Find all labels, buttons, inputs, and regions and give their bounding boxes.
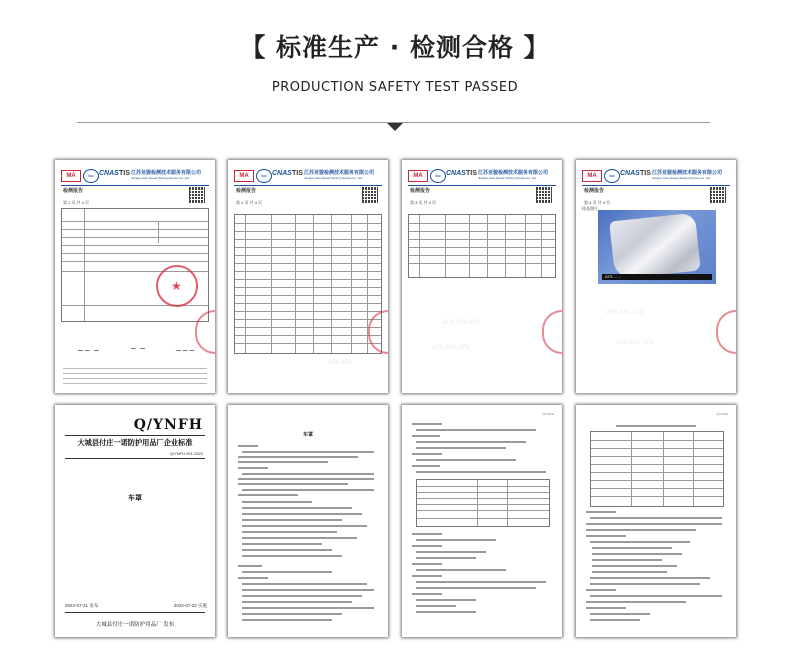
report-info-table <box>61 208 209 322</box>
lab-name: 江苏亚骏检测技术服务有限公司 <box>478 170 549 176</box>
report-label: 检测报告 <box>410 188 431 194</box>
ilac-logo: ilac <box>430 169 446 183</box>
page-label: 第 4 页 共 4 页 <box>584 200 611 205</box>
cma-logo: MA <box>408 170 428 182</box>
cma-logo: MA <box>582 170 602 182</box>
tis-logo: TIS <box>119 170 130 177</box>
report-page-3[interactable]: MA ilac CNAS TIS 江苏亚骏检测技术服务有限公司 Jiangsu Asia Speed Testing Service Co.,Ltd. 检测报告 第 3 页 共 4 页 ATS ATS ATS ATS ATS ATS <box>402 160 562 393</box>
test-results-table <box>234 214 382 354</box>
standard-cover[interactable] <box>55 405 215 637</box>
divider-arrow <box>387 123 403 131</box>
page-subtitle: PRODUCTION SAFETY TEST PASSED <box>271 80 519 95</box>
lab-name-en: Jiangsu Asia Speed Testing Service Co.,Ltd. <box>652 176 711 180</box>
cnas-logo: CNAS <box>620 170 640 177</box>
report-label: 检测报告 <box>63 188 84 194</box>
release-date: 2022-07-21 发布 <box>65 603 99 608</box>
requirements-table <box>416 479 550 527</box>
standard-issuer: 大城县付庄一诺防护用品厂 发布 <box>95 622 175 628</box>
report-label: 检测报告 <box>236 188 257 194</box>
standard-number: Q/YNFH 001-2022 <box>169 451 203 456</box>
cnas-logo: CNAS <box>272 170 292 177</box>
report-page-2[interactable]: MA ilac CNAS TIS 江苏亚骏检测技术服务有限公司 Jiangsu Asia Speed Testing Service Co.,Ltd. 检测报告 第 2 页 共 4 页 ATS ATS <box>228 160 388 393</box>
ilac-logo: ilac <box>83 169 99 183</box>
report-header <box>61 168 209 184</box>
report-page-1[interactable] <box>55 160 215 393</box>
page-label: 第 2 页 共 4 页 <box>236 200 263 205</box>
cma-logo: MA <box>61 170 81 182</box>
standard-page-requirements[interactable] <box>402 405 562 637</box>
ilac-logo: ilac <box>604 169 620 183</box>
car-cover-sample <box>609 213 701 280</box>
ilac-logo: ilac <box>256 169 272 183</box>
tis-logo: TIS <box>466 170 477 177</box>
test-results-table <box>408 214 556 278</box>
page-label: 第 3 页 共 4 页 <box>410 200 437 205</box>
document-title: 车罩 <box>302 432 313 438</box>
lab-name-en: Jiangsu Asia Speed Testing Service Co.,Ltd. <box>304 176 363 180</box>
signature: ~ ~ <box>130 344 146 353</box>
tis-logo: TIS <box>640 170 651 177</box>
standard-code: Q/YNFH <box>133 417 203 433</box>
lab-name-en: Jiangsu Asia Speed Testing Service Co.,Ltd. <box>478 176 537 180</box>
cnas-logo: CNAS <box>446 170 466 177</box>
cma-logo: MA <box>234 170 254 182</box>
effective-date: 2022-07-22 实施 <box>173 603 207 608</box>
page-tag: Q/YNFH <box>542 412 554 416</box>
page-tag: Q/YNFH <box>716 412 728 416</box>
seal-stamp-icon: ★ <box>156 265 198 307</box>
lab-name-en: Jiangsu Asia Speed Testing Service Co.,Ltd. <box>131 176 190 180</box>
standard-product: 车罩 <box>128 495 142 502</box>
standard-page-body[interactable] <box>228 405 388 637</box>
standard-page-inspection[interactable] <box>576 405 736 637</box>
cnas-logo: CNAS <box>99 170 119 177</box>
signature: ~~~ <box>175 346 196 355</box>
lab-name: 江苏亚骏检测技术服务有限公司 <box>131 170 202 176</box>
report-page-4[interactable]: MA ilac CNAS TIS 江苏亚骏检测技术服务有限公司 Jiangsu Asia Speed Testing Service Co.,Ltd. 检测报告 第 4 页 共 4 页 样品照片 ATS ... ... ATS ATS ATS ATS ATS ATS <box>576 160 736 393</box>
sampling-table <box>590 431 724 507</box>
report-label: 检测报告 <box>584 188 605 194</box>
lab-name: 江苏亚骏检测技术服务有限公司 <box>652 170 723 176</box>
sample-photo-label: 样品照片 <box>582 206 598 211</box>
sample-id-strip: ATS ... ... <box>602 274 712 280</box>
page-label: 第 1 页 共 4 页 <box>63 200 90 205</box>
page-title: 【 标准生产 · 检测合格 】 <box>240 33 550 62</box>
sample-photo <box>598 210 716 284</box>
tis-logo: TIS <box>292 170 303 177</box>
standard-title: 大城县付庄一诺防护用品厂企业标准 <box>77 438 193 447</box>
signature: ~~ ~ <box>77 346 100 355</box>
lab-name: 江苏亚骏检测技术服务有限公司 <box>304 170 375 176</box>
